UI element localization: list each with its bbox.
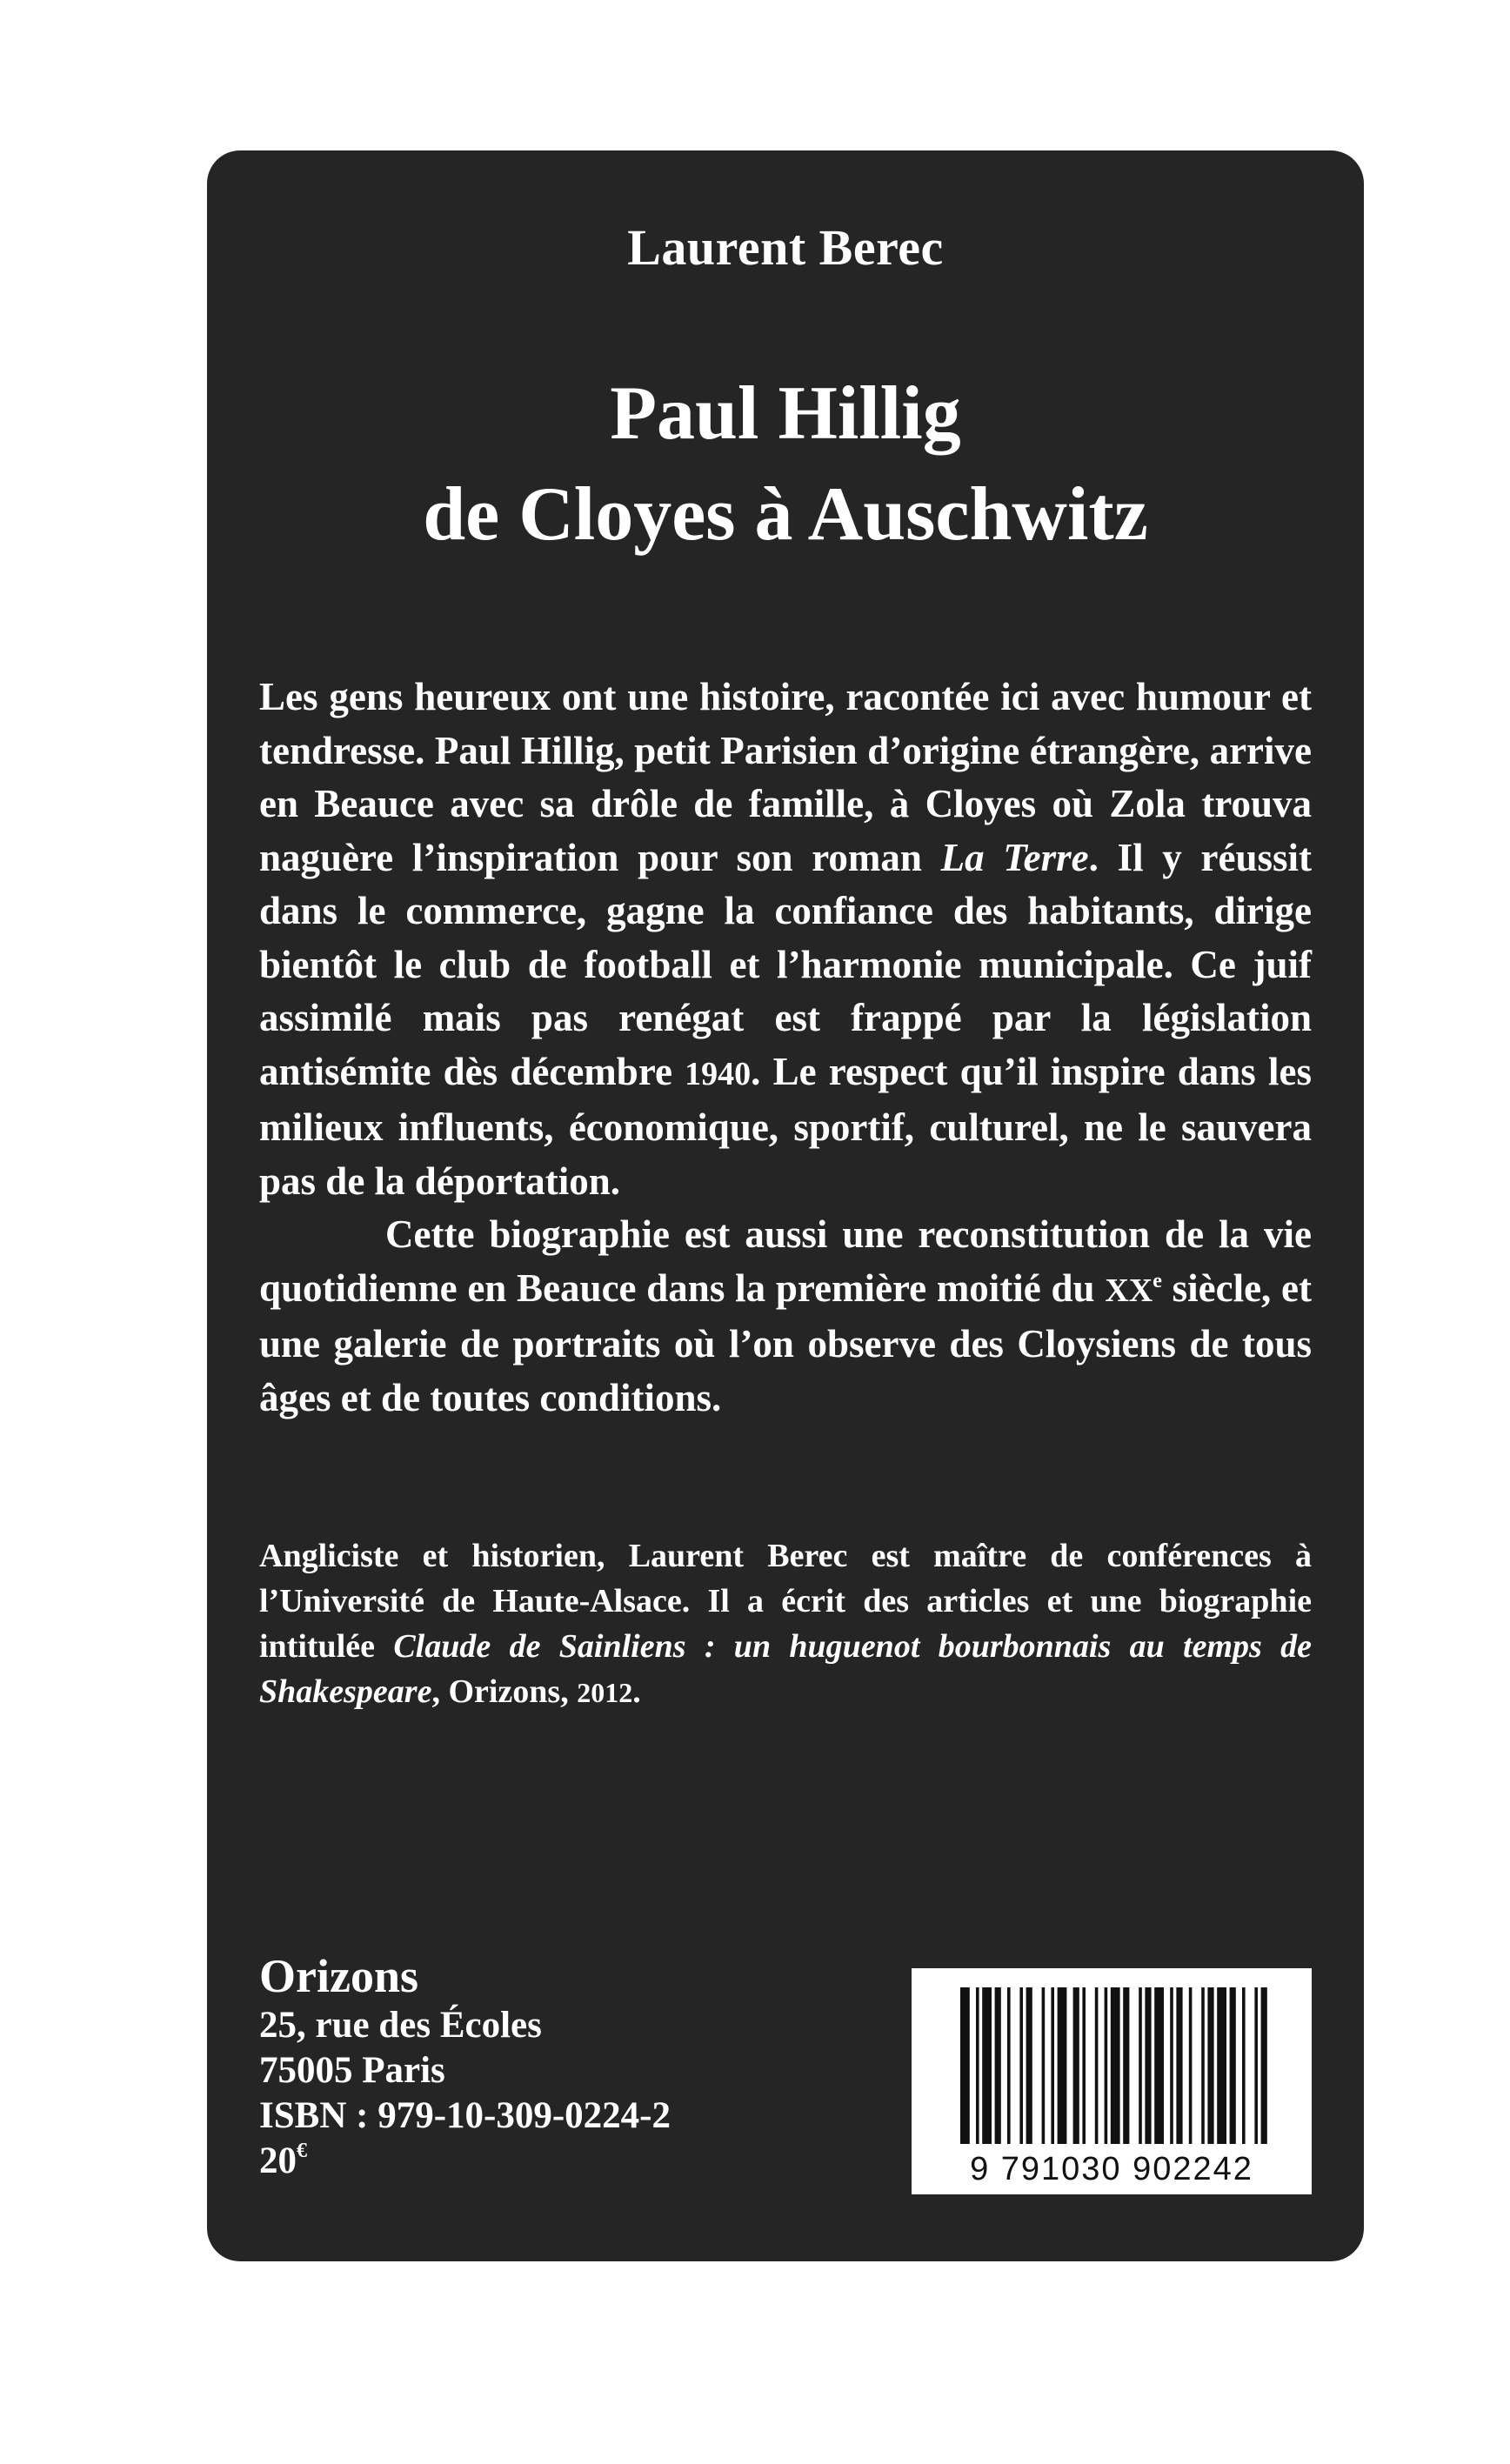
barcode-bar <box>1170 1987 1173 2144</box>
barcode-bar <box>1139 1987 1142 2144</box>
barcode-bar <box>1019 1987 1023 2144</box>
barcode-bar <box>1154 1987 1164 2144</box>
barcode-graphic <box>912 1968 1312 2194</box>
barcode-bar <box>995 1987 1001 2144</box>
barcode <box>912 1968 1312 2194</box>
blurb-paragraph-2: Cette biographie est aussi une reconstitution de la vie quotidienne en Beauce dans la première moitié du XXe siècle, et une galerie de portraits où l’on observe des Cloysiens de tous âges et de toutes conditions. <box>259 1212 1312 1419</box>
barcode-bar <box>960 1987 970 2144</box>
author-name: Laurent Berec <box>627 219 944 276</box>
century-numeral: XX <box>1105 1272 1153 1309</box>
barcode-bar <box>1042 1987 1046 2144</box>
year-1940: 1940 <box>685 1055 752 1092</box>
price: 20€ <box>259 2140 307 2181</box>
barcode-bar <box>1058 1987 1067 2144</box>
blurb-paragraph-1: Les gens heureux ont une histoire, racontée ici avec humour et tendresse. Paul Hillig, petit Parisien d’origine étrangère, arrive en Beauce avec sa drôle de famille, à Cloyes où Zola trouva naguère l’inspiration pour son roman La Terre. Il y réussit dans le commerce, gagne la confiance des habitants, dirige bientôt le club de football et l’harmonie municipale. Ce juif assimilé mais pas renégat est frappé par la législation antisémite dès décembre 1940. Le respect qu’il inspire dans les milieux influents, économique, sportif, culturel, ne le sauvera pas de la déportation. <box>259 675 1312 1203</box>
author-bio: Angliciste et historien, Laurent Berec est maître de conférences à l’Université de Haute-Alsace. Il a écrit des articles et une biographie intitulée Claude de Sainliens : un huguenot bourbonnais au temps de Shakespeare, Orizons, 2012. <box>259 1538 1313 1710</box>
publisher-street: 25, rue des Écoles <box>259 2005 542 2046</box>
barcode-bar <box>1082 1987 1086 2144</box>
publisher-city: 75005 Paris <box>259 2050 445 2091</box>
book-reference-la-terre: La Terre <box>940 835 1089 879</box>
barcode-bar <box>1111 1987 1120 2144</box>
barcode-bar <box>1073 1987 1079 2144</box>
publisher-name: Orizons <box>259 1950 418 2002</box>
barcode-bar <box>1026 1987 1032 2144</box>
barcode-bar <box>1051 1987 1054 2144</box>
barcode-bar <box>1007 1987 1011 2144</box>
barcode-bar <box>1254 1987 1258 2144</box>
barcode-bar <box>1261 1987 1267 2144</box>
barcode-bar <box>982 1987 992 2144</box>
barcode-bar <box>976 1987 979 2144</box>
publisher-info <box>259 1949 671 2184</box>
barcode-bar <box>1189 1987 1193 2144</box>
barcode-bar <box>1176 1987 1182 2144</box>
title-line-2: de Cloyes à Auschwitz <box>423 472 1148 557</box>
barcode-bar <box>1201 1987 1205 2144</box>
bio-year: 2012 <box>577 1677 633 1708</box>
bio-book-reference: Claude de Sainliens : un huguenot bourbonnais au temps de Shakespeare <box>259 1628 1313 1710</box>
barcode-bar <box>1105 1987 1108 2144</box>
barcode-bar <box>1217 1987 1226 2144</box>
barcode-bar <box>1123 1987 1129 2144</box>
barcode-bar <box>1145 1987 1151 2144</box>
barcode-bar <box>1230 1987 1236 2144</box>
barcode-digits: 9 791030 902242 <box>970 2151 1253 2187</box>
back-cover <box>207 150 1364 2261</box>
barcode-bar <box>1207 1987 1213 2144</box>
title-line-1: Paul Hillig <box>610 371 961 456</box>
barcode-bar <box>1242 1987 1246 2144</box>
isbn: ISBN : 979-10-309-0224-2 <box>259 2095 671 2136</box>
blurb <box>259 671 1312 1425</box>
barcode-bar <box>1095 1987 1099 2144</box>
book-title <box>207 364 1364 565</box>
currency-symbol: € <box>297 2140 307 2162</box>
